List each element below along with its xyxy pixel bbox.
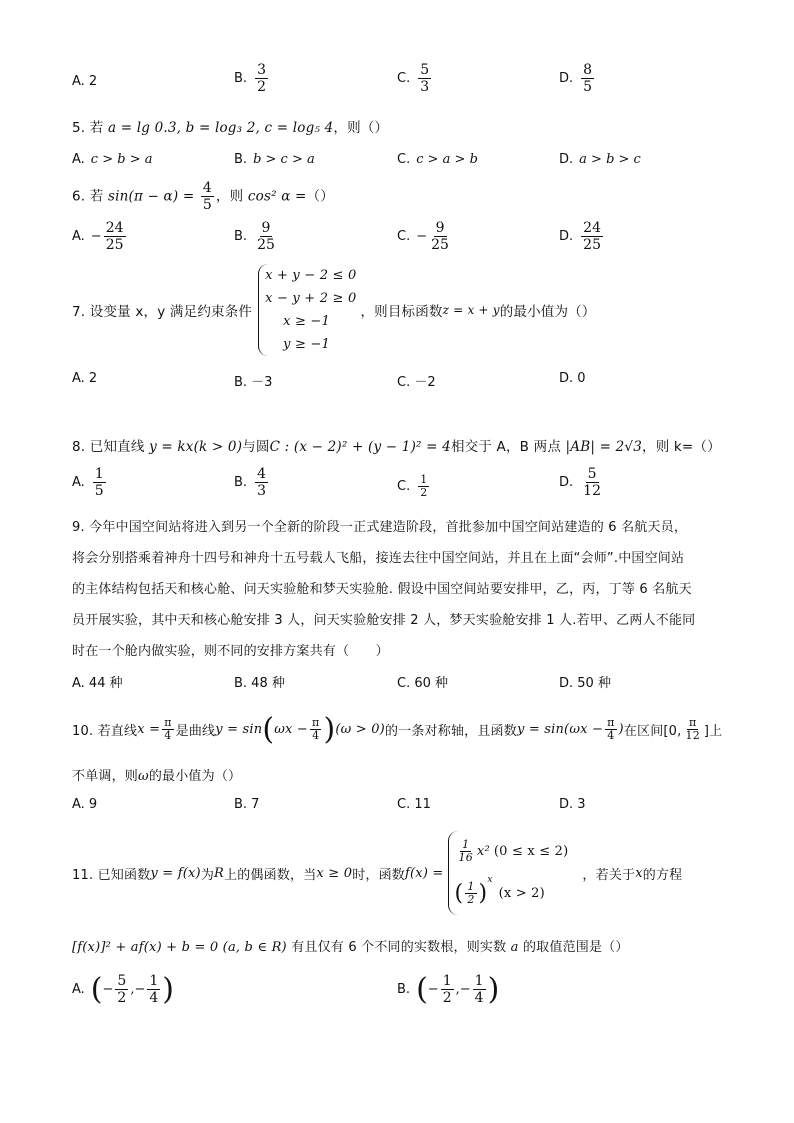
q6-expression: sin(π − α) = (107, 188, 195, 205)
q8-mid-2: 相交于 A，B 两点 (450, 439, 562, 455)
q10-option-c[interactable]: C. 11 (397, 797, 431, 812)
q5-suffix: ，则（） (333, 120, 389, 136)
q11-option-b-label: B. (397, 982, 411, 997)
q8-option-c[interactable] (397, 474, 431, 499)
q11-option-b[interactable] (397, 972, 499, 1007)
frac-den: 25 (105, 237, 124, 253)
q7-constraint-3: x ≥ −1 (283, 314, 330, 329)
frac-num: 3 (257, 62, 266, 78)
q6-suffix: （） (306, 188, 334, 205)
frac-num: π (607, 715, 615, 729)
q10-line-2: 不单调，则 (72, 769, 139, 784)
q5-option-c-label: C. (397, 152, 411, 167)
frac-num: 5 (420, 62, 430, 78)
q5-option-c-expr: c > a > b (416, 152, 478, 167)
q11-a: a (510, 940, 519, 955)
q5-option-a-expr: c > b > a (90, 152, 153, 167)
q4-option-a[interactable]: A. 2 (72, 74, 98, 89)
q11-mid-1: 为 (200, 867, 215, 883)
q5-option-a-label: A. (72, 152, 85, 167)
q4-option-c-fraction (418, 62, 431, 95)
q8-option-d-label: D. (559, 475, 574, 490)
q8-options (72, 466, 734, 510)
q9-line-2: 将会分别搭乘着神舟十四号和神舟十五号载人飞船，接连去往中国空间站，并且在上面“会师”.中国空间站 (72, 551, 685, 566)
q11-option-a-fraction-1 (115, 973, 128, 1006)
q8-option-d-fraction (581, 466, 603, 499)
q10-func-fraction (605, 717, 616, 742)
q6-option-a-label: A. (72, 229, 85, 244)
frac-num: 1 (442, 973, 452, 989)
q8-option-a-label: A. (72, 475, 85, 490)
q10-close: ) (618, 721, 624, 737)
frac-num: 1 (462, 837, 470, 851)
q11-piece-2-exponent: x (487, 875, 493, 885)
frac-den: 4 (312, 728, 320, 742)
q11-piece-2 (455, 871, 569, 915)
q6-option-b-fraction (255, 220, 277, 253)
q10-option-b[interactable]: B. 7 (234, 797, 260, 812)
q4-option-d-label: D. (559, 71, 574, 86)
q11-option-a[interactable] (72, 972, 174, 1007)
q8-option-c-fraction (418, 474, 429, 499)
q8-option-b-fraction (255, 466, 268, 499)
q10-prefix: 10. 若直线 (72, 723, 138, 739)
q7-objective: z = x + y (442, 303, 500, 317)
q8-option-b[interactable] (234, 466, 270, 499)
q10-omega: ω (138, 769, 149, 784)
q6-option-c-label: C. (397, 229, 411, 244)
q10-inner-expr: ωx − (274, 721, 309, 737)
q10-inner-fraction (310, 717, 321, 742)
q9-options (72, 672, 734, 692)
right-paren: ) (487, 972, 500, 1007)
frac-den: 2 (117, 990, 127, 1006)
q11-line-2-suffix: 的取值范围是（） (522, 940, 629, 955)
frac-den: 4 (149, 990, 159, 1006)
minus-sign: − (102, 982, 114, 997)
q8-stem (72, 435, 734, 455)
q8-circle-expr: C : (x − 2)² + (y − 1)² = 4 (269, 439, 451, 455)
q7-constraint-2: x − y + 2 ≥ 0 (265, 291, 357, 306)
left-paren: ( (90, 972, 103, 1007)
q11-option-b-fraction-2 (473, 973, 486, 1006)
left-paren: ( (454, 880, 464, 906)
frac-den: 2 (420, 486, 428, 499)
frac-num: 5 (117, 973, 127, 989)
q6-stem (72, 180, 734, 213)
left-paren: ( (416, 972, 428, 1007)
q6-expression-2: cos² α = (247, 188, 307, 205)
right-paren: ) (162, 972, 175, 1007)
frac-den: 5 (202, 197, 212, 213)
q7-option-c[interactable]: C. －2 (397, 375, 436, 390)
q5-option-b-expr: b > c > a (253, 152, 315, 167)
frac-den: 2 (442, 990, 452, 1006)
frac-num: 1 (420, 473, 428, 486)
q11-x: x (635, 865, 643, 881)
q7-option-b[interactable]: B. －3 (234, 375, 273, 390)
frac-num: 8 (583, 62, 593, 78)
left-paren: ( (262, 711, 275, 747)
q7-options (72, 371, 734, 391)
frac-den: 25 (257, 237, 275, 253)
q11-piece-2-fraction (465, 881, 476, 906)
q8-suffix: ，则 k=（） (642, 439, 721, 455)
q8-option-c-label: C. (397, 479, 411, 494)
right-paren: ) (478, 880, 488, 906)
comma: ,− (455, 982, 471, 997)
q10-option-d[interactable]: D. 3 (559, 797, 586, 812)
frac-num: π (164, 715, 172, 729)
q5-option-c[interactable] (397, 152, 478, 167)
q5-expression: a = lg 0.3, b = log₃ 2, c = log₅ 4 (107, 120, 334, 136)
q8-mid-1: 与圆 (242, 439, 270, 455)
frac-num: π (688, 715, 697, 729)
q8-option-b-label: B. (234, 475, 248, 490)
q5-option-d-expr: a > b > c (579, 152, 641, 167)
frac-num: π (312, 715, 320, 729)
q11-mid-4: ，若关于 (582, 867, 636, 883)
frac-num: 1 (467, 879, 475, 893)
q11-piece-1 (455, 831, 569, 871)
frac-den: 16 (458, 850, 473, 864)
q7-mid: ，则目标函数 (360, 304, 443, 320)
q7-option-a[interactable]: A. 2 (72, 371, 98, 386)
q11-stem-line-2 (72, 936, 734, 955)
q5-stem (72, 116, 734, 136)
q6-option-b[interactable] (234, 220, 279, 253)
q6-prefix: 6. 若 (72, 188, 104, 205)
q8-option-a[interactable] (72, 466, 108, 499)
frac-num: 1 (94, 466, 104, 482)
q11-mid-5: 的方程 (642, 867, 683, 883)
q10-mid-2: 的一条对称轴，且函数 (384, 723, 517, 739)
q11-piece-1-cond: (0 ≤ x ≤ 2) (493, 843, 569, 859)
q11-piecewise (448, 831, 569, 915)
frac-num: 1 (149, 973, 159, 989)
q6-option-a-fraction (104, 220, 126, 253)
q6-option-d-label: D. (559, 229, 574, 244)
q10-options (72, 797, 734, 817)
q11-R: R (214, 865, 225, 881)
q7-option-d[interactable]: D. 0 (559, 371, 586, 386)
q4-option-d[interactable] (559, 62, 596, 95)
q7-stem (72, 262, 734, 358)
frac-num: 24 (583, 220, 601, 236)
q11-equation: [f(x)]² + af(x) + b = 0 (a, b ∈ R) (72, 940, 287, 955)
q4-option-c-label: C. (397, 71, 411, 86)
q10-curve-expr: y = sin (215, 721, 263, 737)
q9-option-b[interactable]: B. 48 种 (234, 676, 285, 691)
q11-prefix: 11. 已知函数 (72, 867, 151, 883)
q4-option-b-label: B. (234, 71, 248, 86)
frac-den: 25 (583, 237, 601, 253)
q11-f-label: f(x) = (405, 865, 444, 881)
q11-piece-1-fraction (457, 839, 475, 864)
frac-num: 1 (474, 973, 484, 989)
q4-option-c[interactable] (397, 62, 433, 95)
q5-prefix: 5. 若 (72, 120, 104, 136)
minus-sign: − (427, 982, 439, 997)
frac-num: 24 (105, 220, 124, 236)
q11-stem (72, 828, 734, 918)
q11-line-2-mid: 有且仅有 6 个不同的实数根，则实数 (291, 940, 507, 955)
q11-mid-3: 时，函数 (352, 867, 405, 883)
q5-options (72, 152, 734, 172)
q9-line-5: 时在一个舱内做实验，则不同的安排方案共有（ ） (72, 644, 389, 659)
frac-den: 12 (583, 483, 601, 499)
q5-option-d-label: D. (559, 152, 574, 167)
q10-option-a[interactable]: A. 9 (72, 797, 98, 812)
frac-den: 4 (164, 728, 172, 742)
q11-option-a-fraction-2 (147, 973, 160, 1006)
frac-num: 5 (587, 466, 597, 482)
q8-option-a-fraction (93, 466, 106, 499)
q7-constraint-system (258, 264, 356, 356)
q9-line-4: 员开展实验，其中天和核心舱安排 3 人，问天实验舱安排 2 人，梦天实验舱安排 1 人.若甲、乙两人不能同 (72, 613, 696, 628)
q7-constraint-4: y ≥ −1 (283, 337, 331, 352)
q11-options (72, 972, 734, 1018)
q4-option-b-fraction (255, 62, 268, 95)
frac-den: 4 (474, 990, 484, 1006)
frac-den: 25 (431, 237, 449, 253)
frac-den: 2 (257, 79, 266, 95)
q10-end: ]上 (703, 723, 723, 739)
q6-mid: ，则 (215, 188, 244, 205)
frac-num: 9 (435, 220, 445, 236)
minus-sign: − (416, 229, 428, 244)
q11-fx: y = f(x) (150, 865, 201, 881)
q10-interval-fraction (684, 717, 702, 742)
q5-option-b-label: B. (234, 152, 248, 167)
q5-option-a[interactable] (72, 152, 152, 167)
q5-option-d[interactable] (559, 152, 641, 167)
q6-fraction (201, 180, 214, 213)
q10-mid-3: 在区间[0, (623, 723, 682, 739)
q10-line-expr: x = (137, 721, 161, 737)
q9-option-c[interactable]: C. 60 种 (397, 676, 449, 691)
q6-option-c[interactable] (397, 220, 453, 253)
frac-den: 3 (257, 483, 266, 499)
frac-num: 9 (261, 220, 271, 236)
q11-piece-2-cond: (x > 2) (498, 885, 545, 901)
frac-den: 12 (685, 728, 700, 742)
q11-mid-2: 上的偶函数，当 (224, 867, 317, 883)
frac-num: 4 (202, 180, 212, 196)
q10-condition: (ω > 0) (335, 721, 385, 737)
frac-den: 5 (94, 483, 104, 499)
q10-pi-over-4 (162, 717, 173, 742)
frac-den: 2 (467, 892, 475, 906)
q7-constraint-1: x + y − 2 ≤ 0 (265, 268, 357, 283)
q6-option-c-fraction (429, 220, 451, 253)
q10-line-2-suffix: 的最小值为（） (148, 769, 242, 784)
frac-num: 4 (257, 466, 266, 482)
q7-suffix: 的最小值为（） (499, 304, 596, 320)
q11-option-b-fraction-1 (441, 973, 454, 1006)
q6-option-d[interactable] (559, 220, 605, 253)
q8-chord-expr: |AB| = 2√3 (565, 439, 642, 455)
q4-option-d-fraction (581, 62, 594, 95)
q6-options (72, 220, 734, 260)
q9-option-d[interactable]: D. 50 种 (559, 676, 611, 691)
q10-mid-1: 是曲线 (175, 723, 216, 739)
frac-den: 5 (583, 79, 593, 95)
right-paren: ) (323, 711, 336, 747)
minus-sign: − (90, 229, 102, 244)
q8-line-expr: y = kx(k > 0) (149, 439, 243, 455)
q10-function-expr: y = sin(ωx − (516, 721, 604, 737)
q11-option-a-label: A. (72, 982, 85, 997)
q7-prefix: 7. 设变量 x，y 满足约束条件 (72, 304, 253, 320)
q6-option-a[interactable] (72, 220, 128, 253)
q9-line-1: 9. 今年中国空间站将进入到另一个全新的阶段一正式建造阶段，首批参加中国空间站建造的 6 名航天员， (72, 520, 688, 535)
q8-option-d[interactable] (559, 466, 605, 499)
q4-options (72, 62, 734, 106)
q10-stem (72, 708, 734, 750)
comma: ,− (130, 982, 146, 997)
q11-condition: x ≥ 0 (316, 865, 353, 881)
q9-line-3: 的主体结构包括天和核心舱、问天实验舱和梦天实验舱. 假设中国空间站要安排甲，乙，丙，丁等 6 名航天 (72, 582, 692, 597)
frac-den: 4 (607, 728, 615, 742)
frac-den: 3 (420, 79, 430, 95)
q4-option-b[interactable] (234, 62, 270, 95)
q6-option-b-label: B. (234, 229, 248, 244)
q5-option-b[interactable] (234, 152, 315, 167)
q11-piece-1-expr: x² (476, 843, 490, 859)
q6-option-d-fraction (581, 220, 603, 253)
q8-prefix: 8. 已知直线 (72, 439, 145, 455)
q10-stem-line-2 (72, 765, 734, 784)
q9-option-a[interactable]: A. 44 种 (72, 676, 123, 691)
